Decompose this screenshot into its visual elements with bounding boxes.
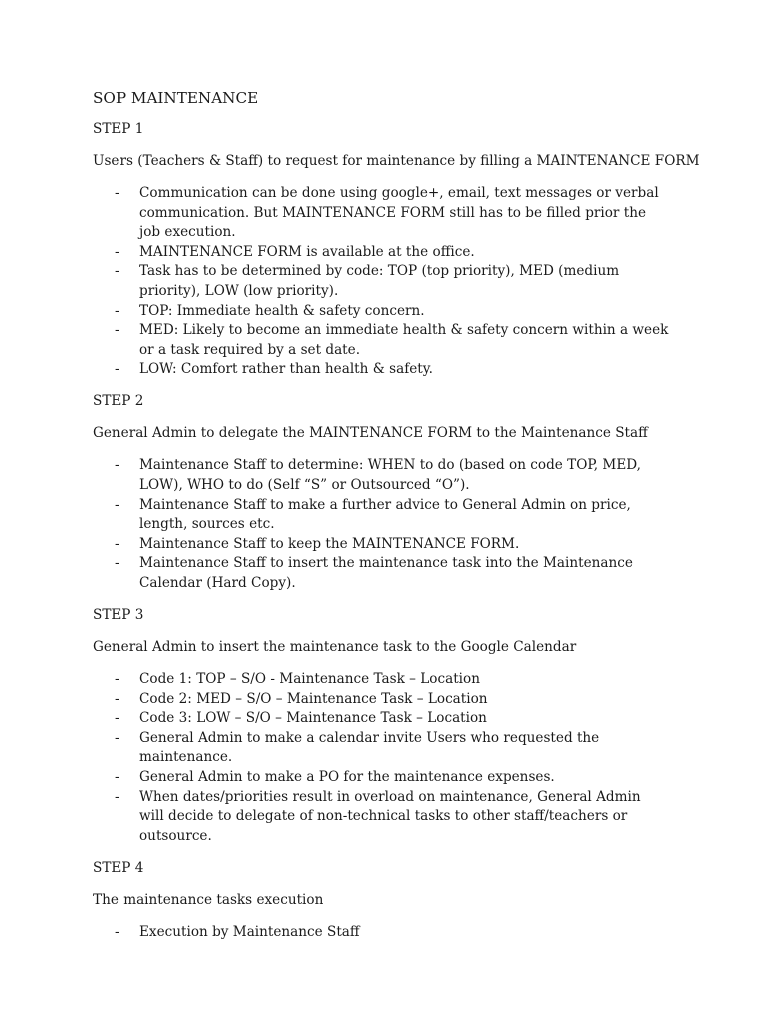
bullet-dash: - [115, 496, 120, 513]
bullet-dash: - [115, 322, 120, 339]
step-intro: General Admin to insert the maintenance task to the Google Calendar [93, 639, 577, 656]
step-1-section [93, 120, 700, 380]
list-item-text: Maintenance Staff to keep the MAINTENANCE FORM. [139, 535, 520, 552]
list-item [93, 321, 669, 360]
list-item [93, 709, 669, 729]
bullet-dash: - [115, 361, 120, 378]
bullet-dash: - [115, 671, 120, 688]
list-item [93, 768, 669, 788]
list-item [93, 302, 669, 322]
bullet-dash: - [115, 263, 120, 280]
step-heading: STEP 1 [93, 121, 144, 137]
list-item [93, 788, 669, 847]
list-item-text: General Admin to make a calendar invite Users who requested the maintenance. [139, 729, 600, 766]
list-item [93, 456, 669, 495]
bullet-list [93, 670, 693, 846]
list-item-text: When dates/priorities result in overload on maintenance, General Admin will decide to delegate of non-technical tasks to other staff/teachers or outsource. [139, 788, 641, 844]
list-item [93, 670, 669, 690]
list-item-text: Maintenance Staff to determine: WHEN to do (based on code TOP, MED, LOW), WHO to do (Self “S” or Outsourced “O”). [139, 457, 641, 494]
document-page [93, 88, 700, 955]
bullet-list [93, 184, 693, 380]
list-item-text: General Admin to make a PO for the maintenance expenses. [139, 769, 555, 786]
list-item-text: LOW: Comfort rather than health & safety. [139, 361, 433, 378]
list-item [93, 496, 669, 535]
step-heading: STEP 3 [93, 607, 144, 624]
list-item-text: Code 3: LOW – S/O – Maintenance Task – Location [139, 710, 487, 727]
list-item-text: Code 1: TOP – S/O - Maintenance Task – Location [139, 671, 480, 688]
list-item [93, 535, 669, 555]
list-item [93, 360, 669, 380]
bullet-dash: - [115, 535, 120, 552]
list-item-text: Maintenance Staff to insert the maintenance task into the Maintenance Calendar (Hard Copy). [139, 555, 633, 591]
bullet-dash: - [115, 690, 120, 707]
list-item [93, 243, 669, 263]
document-title: SOP MAINTENANCE [93, 89, 259, 107]
step-intro: General Admin to delegate the MAINTENANCE FORM to the Maintenance Staff [93, 425, 648, 442]
bullet-dash: - [115, 243, 120, 260]
list-item-text: MAINTENANCE FORM is available at the office. [139, 243, 475, 260]
bullet-dash: - [115, 457, 120, 474]
list-item-text: Code 2: MED – S/O – Maintenance Task – Location [139, 690, 488, 707]
list-item-text: MED: Likely to become an immediate health & safety concern within a week or a task required by a set date. [139, 322, 669, 358]
bullet-list [93, 923, 693, 943]
list-item-text: Task has to be determined by code: TOP (top priority), MED (medium priority), LOW (low priority). [139, 263, 620, 299]
bullet-dash: - [115, 729, 120, 746]
list-item-text: TOP: Immediate health & safety concern. [139, 302, 425, 319]
bullet-list [93, 456, 693, 593]
bullet-dash: - [115, 923, 120, 940]
list-item-text: Maintenance Staff to make a further advice to General Admin on price, length, sources etc. [139, 496, 631, 533]
step-heading: STEP 4 [93, 859, 144, 876]
step-intro: The maintenance tasks execution [93, 891, 324, 908]
step-intro: Users (Teachers & Staff) to request for maintenance by filling a MAINTENANCE FORM [93, 153, 700, 169]
step-2-section [93, 392, 693, 593]
list-item [93, 729, 669, 768]
bullet-dash: - [115, 710, 120, 727]
list-item [93, 690, 669, 710]
list-item [93, 184, 669, 243]
step-4-section [93, 859, 693, 943]
bullet-dash: - [115, 555, 120, 572]
list-item [93, 554, 669, 593]
list-item [93, 923, 669, 943]
bullet-dash: - [115, 788, 120, 805]
step-heading: STEP 2 [93, 393, 144, 410]
step-3-section [93, 606, 693, 846]
bullet-dash: - [115, 185, 120, 201]
list-item [93, 262, 669, 301]
bullet-dash: - [115, 302, 120, 319]
list-item-text: Execution by Maintenance Staff [139, 923, 360, 940]
list-item-text: Communication can be done using google+, email, text messages or verbal communication. But MAINTENANCE FORM still has to be filled prior the job execution. [139, 185, 659, 241]
bullet-dash: - [115, 769, 120, 786]
